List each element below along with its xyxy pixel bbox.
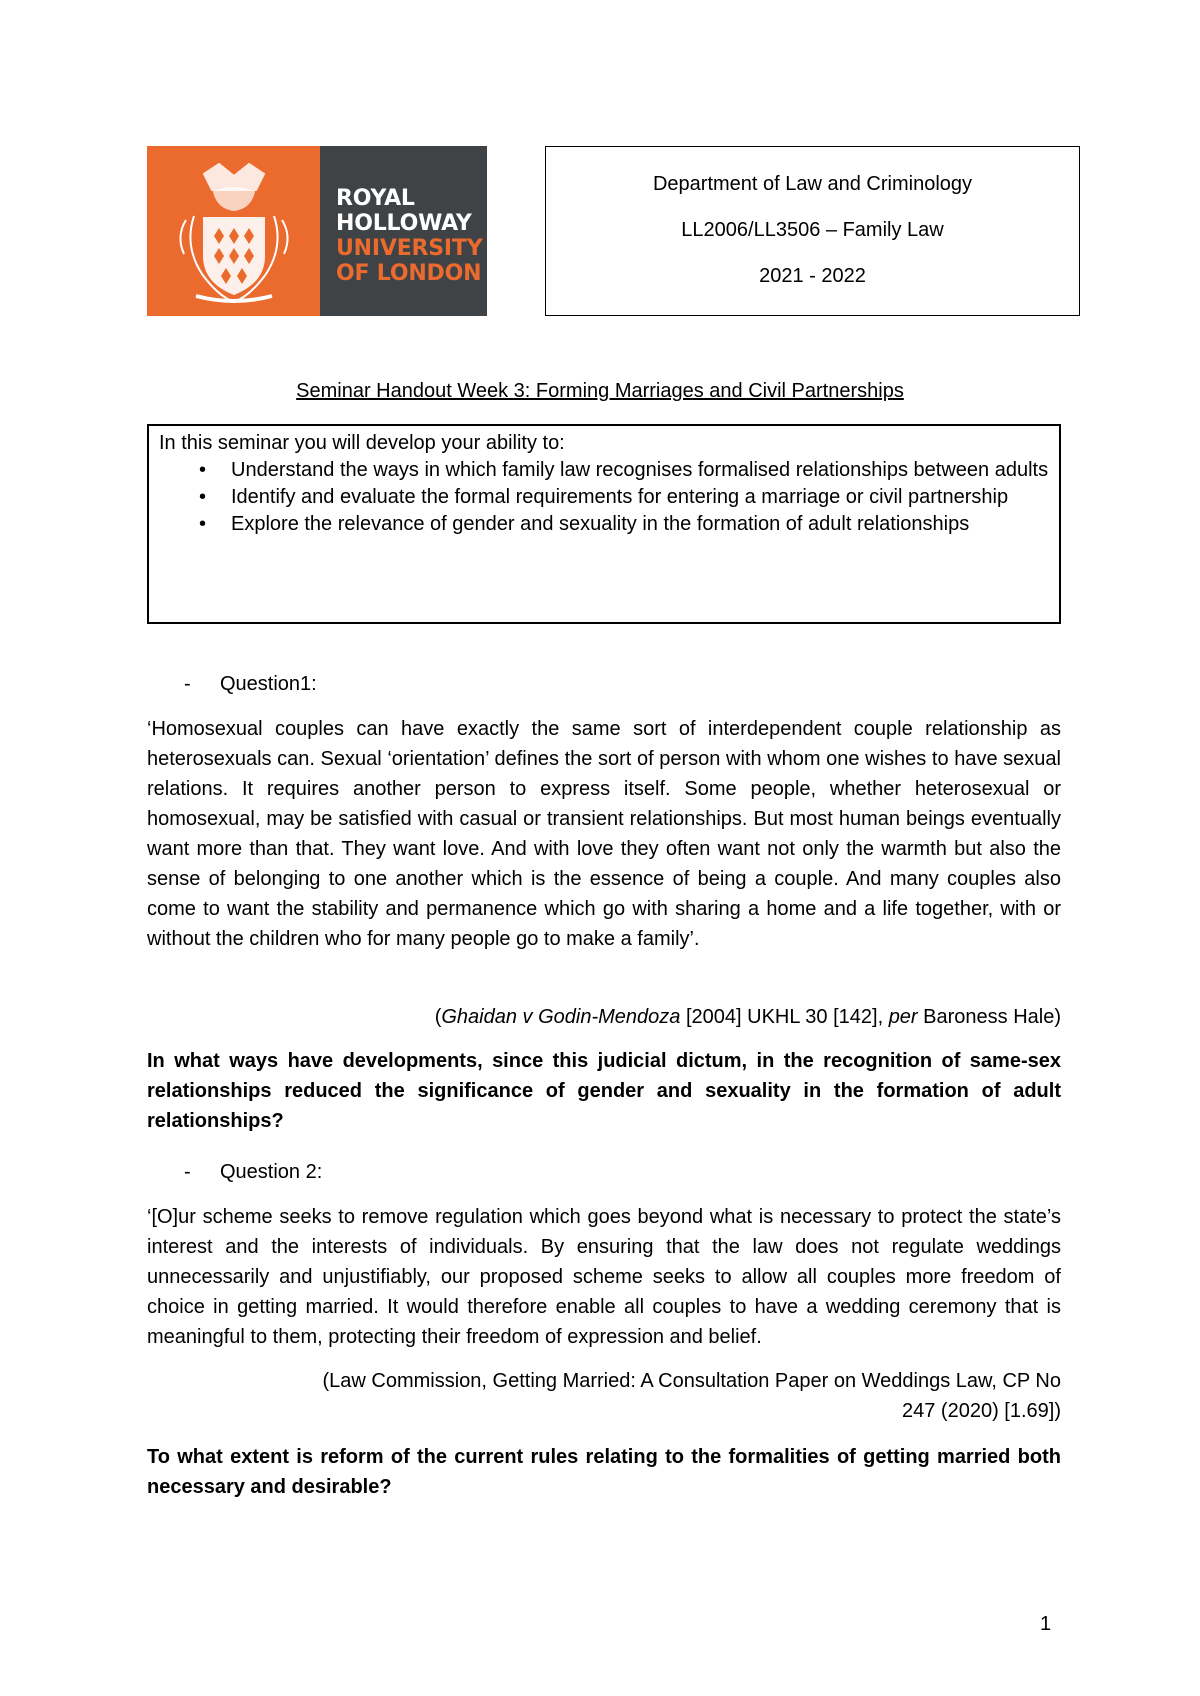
bullet-icon: • (199, 513, 207, 535)
cite-middle: [2004] UKHL 30 [142], (680, 1006, 889, 1028)
question1-label (184, 673, 317, 696)
objective-text: Explore the relevance of gender and sexuality in the formation of adult relationships (231, 513, 970, 535)
objectives-list (159, 457, 1049, 538)
department-name: Department of Law and Criminology (652, 173, 973, 195)
objective-item (159, 484, 1049, 511)
academic-year: 2021 - 2022 (759, 265, 866, 287)
objectives-box (147, 424, 1061, 624)
question1-citation (147, 1002, 1061, 1032)
objectives-intro: In this seminar you will develop your ability to: (159, 432, 565, 454)
crest-icon (147, 146, 320, 316)
university-logo (147, 146, 487, 316)
logo-wordmark (320, 146, 487, 316)
dash-icon: - (184, 1161, 191, 1183)
page-number: 1 (1040, 1613, 1052, 1635)
question1-label-text: Question1: (220, 673, 317, 695)
question2-prompt: To what extent is reform of the current rules relating to the formalities of getting married both necessary and desirable? (147, 1446, 1061, 1498)
question1-quote: ‘Homosexual couples can have exactly the same sort of interdependent couple relationship as heterosexuals can. Sexual ‘orientation’ defines the sort of person with whom one wishes to have sexual relations. It requires another person to express itself. Some people, whether heterosexual or homosexual, may be satisfied with casual or transient relationships. But most human beings eventually want more than that. They want love. And with love they often want not only the warmth but also the sense of belonging to one another which is the essence of being a couple. And many couples also come to want the stability and permanence which go with sharing a home and a life together, with or without the children who for many people go to make a family’. (147, 718, 1061, 950)
bullet-icon: • (199, 459, 207, 481)
question2-label (184, 1161, 322, 1184)
bullet-icon: • (199, 486, 207, 508)
case-name: Ghaidan v Godin-Mendoza (441, 1006, 681, 1028)
question2-quote: ‘[O]ur scheme seeks to remove regulation which goes beyond what is necessary to protect the state’s interest and the interests of individuals. By ensuring that the law does not regulate weddings unnecessarily and unjustifiably, our proposed scheme seeks to allow all couples more freedom of choice in getting married. It would therefore enable all couples to have a wedding ceremony that is meaningful to them, protecting their freedom of expression and belief. (147, 1206, 1061, 1348)
header-info-box (545, 146, 1080, 316)
objective-text: Understand the ways in which family law recognises formalised relationships between adults (231, 459, 1049, 481)
cite-open: ( (434, 1006, 442, 1028)
question2-citation-line2: 247 (2020) [1.69]) (902, 1400, 1061, 1422)
logo-line-holloway: HOLLOWAY (336, 211, 472, 236)
logo-line-of-london: OF LONDON (336, 261, 482, 286)
objective-item (159, 511, 1049, 538)
question1-prompt: In what ways have developments, since this judicial dictum, in the recognition of same-sex relationships reduced the significance of gender and sexuality in the formation of adult relationships? (147, 1050, 1061, 1132)
objective-text: Identify and evaluate the formal requirements for entering a marriage or civil partnership (231, 486, 1009, 508)
cite-per: per (888, 1006, 918, 1028)
seminar-title: Seminar Handout Week 3: Forming Marriages and Civil Partnerships (296, 380, 904, 402)
cite-end: Baroness Hale) (917, 1006, 1061, 1028)
question2-citation-line1: (Law Commission, Getting Married: A Consultation Paper on Weddings Law, CP No (322, 1370, 1061, 1392)
dash-icon: - (184, 673, 191, 695)
objective-item (159, 457, 1049, 484)
question2-label-text: Question 2: (220, 1161, 323, 1183)
logo-line-royal: ROYAL (336, 186, 415, 211)
module-code: LL2006/LL3506 – Family Law (681, 219, 944, 241)
logo-line-university: UNIVERSITY (336, 236, 483, 261)
